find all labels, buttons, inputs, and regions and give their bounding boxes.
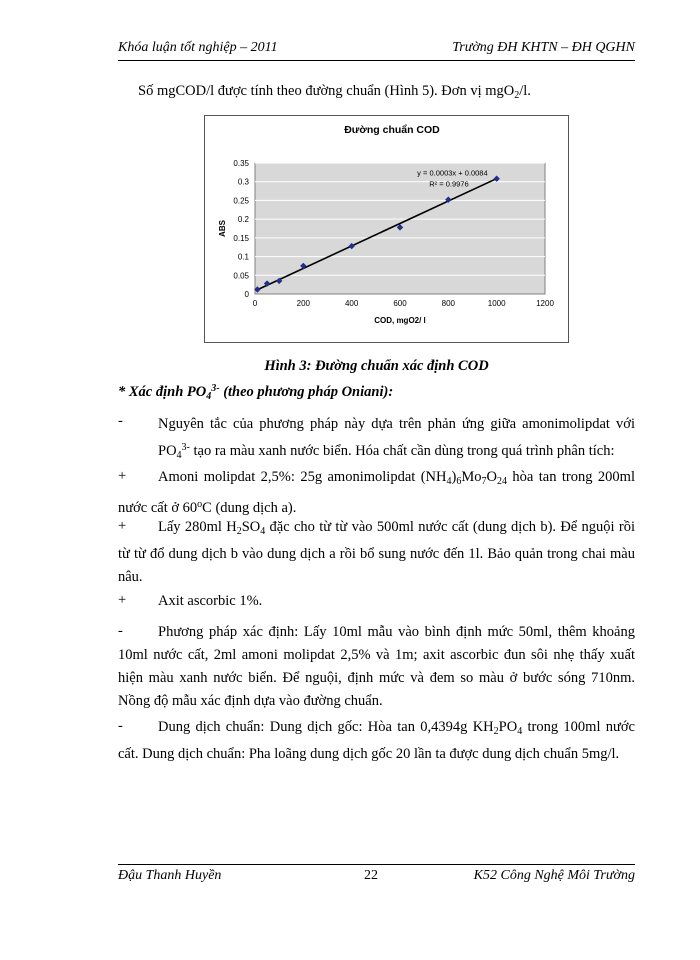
footer-author: Đậu Thanh Huyền <box>118 868 222 883</box>
header-left: Khóa luận tốt nghiệp – 2011 <box>118 40 278 55</box>
x-tick-label: 800 <box>441 299 456 308</box>
p5-text: Phương pháp xác định: Lấy 10ml mẫu vào bình định mức 50ml, thêm khoảng 10ml nước cất, 2ml amoni molipdat 2,5% và 1m; axit ascorbic đun sôi nhẹ thấy xuất hiện màu xanh nước biển. Để nguội, định mức và đem so màu ở bước sóng 710nm. Nồng độ mẫu xác định dựa vào đường chuẩn. <box>118 624 635 709</box>
p2-text-e: hòa tan trong 200ml nước cất ở 60 <box>118 469 635 516</box>
y-tick-label: 0.35 <box>233 159 249 168</box>
x-tick-label: 400 <box>344 299 359 308</box>
section-heading <box>118 383 393 402</box>
x-tick-label: 1000 <box>487 299 506 308</box>
y-tick-label: 0.05 <box>233 271 249 281</box>
heading-sub: 4 <box>206 391 212 402</box>
cod-calibration-chart <box>205 116 568 342</box>
bullet-plus: + <box>118 592 127 608</box>
p3-text-c: đặc cho từ từ vào 500ml nước cất (dung dịch b). Để nguội rồi từ từ đổ dung dịch b vào dung dịch a rồi bổ sung nước đến 1l. Bảo quản trong chai màu nâu. <box>118 519 635 585</box>
chart-title: Đường chuẩn COD <box>344 124 440 136</box>
paragraph-principle <box>118 413 635 467</box>
trend-equation: y = 0.0003x + 0.0084 <box>417 168 488 178</box>
y-tick-label: 0.15 <box>233 233 249 243</box>
y-tick-label: 0.25 <box>233 196 249 206</box>
paragraph-ascorbic <box>118 590 635 613</box>
p1-sub: 4 <box>176 450 182 461</box>
p6-text-c: trong 100ml nước cất. Dung dịch chuẩn: Pha loãng dung dịch gốc 20 lần ta được dung dịch chuẩn 5mg/l. <box>118 719 635 762</box>
y-axis-label: ABS <box>218 220 227 237</box>
p3-sub-2: 4 <box>260 526 266 537</box>
y-tick-label: 0.2 <box>237 215 249 225</box>
x-tick-label: 1200 <box>536 299 554 308</box>
bullet-dash: - <box>118 413 123 429</box>
p2-text-a: Amoni molipdat 2,5%: 25g amonimolipdat (NH <box>158 469 447 485</box>
y-tick-label: 0 <box>244 290 249 299</box>
bullet-plus: + <box>118 468 127 484</box>
heading-prefix: * Xác định PO <box>118 384 207 400</box>
y-tick-label: 0.3 <box>237 177 249 187</box>
header-right: Trường ĐH KHTN – ĐH QGHN <box>452 40 635 55</box>
figure-caption: Hình 3: Đường chuẩn xác định COD <box>264 358 489 374</box>
paragraph-standard-solution <box>118 716 635 766</box>
paragraph-method <box>118 621 635 713</box>
p2-sup: o <box>197 499 203 510</box>
paragraph-ammonium-molybdate <box>118 466 635 520</box>
p2-text-b: ) <box>451 469 457 485</box>
p6-sub-1: 2 <box>493 726 499 737</box>
p4-text: Axit ascorbic 1%. <box>158 593 263 609</box>
p2-text-f: C (dung dịch a). <box>202 500 297 516</box>
p2-sub-2: 6 <box>456 476 462 487</box>
p3-text-a: Lấy 280ml H <box>158 519 237 535</box>
p1-sup: 3- <box>181 442 190 453</box>
intro-tail: /l. <box>519 83 531 99</box>
bullet-dash: - <box>118 718 123 734</box>
paragraph-sulfuric-acid <box>118 516 635 589</box>
p2-text-c: Mo <box>461 469 482 485</box>
p6-text-a: Dung dịch chuẩn: Dung dịch gốc: Hòa tan 0,4394g KH <box>158 719 494 735</box>
intro-line <box>138 80 531 107</box>
trend-r2: R² = 0.9976 <box>429 179 469 189</box>
bullet-plus: + <box>118 518 127 534</box>
p3-text-b: SO <box>241 519 261 535</box>
p2-sub-3: 7 <box>481 476 487 487</box>
x-tick-label: 600 <box>393 299 407 308</box>
x-axis-label: COD, mgO2/ l <box>374 316 426 325</box>
p1-text-a: Nguyên tắc của phương pháp này dựa trên phản ứng giữa amonimolipdat với PO <box>158 416 635 459</box>
footer-divider <box>118 864 635 865</box>
x-tick-label: 200 <box>296 299 311 308</box>
x-tick-label: 0 <box>252 299 258 308</box>
footer-class: K52 Công Nghệ Môi Trường <box>473 868 635 883</box>
page-number: 22 <box>364 868 378 883</box>
p3-sub-1: 2 <box>236 526 242 537</box>
p6-sub-2: 4 <box>517 726 523 737</box>
p1-text-b: tạo ra màu xanh nước biển. Hóa chất cần dùng trong quá trình phân tích: <box>189 443 615 459</box>
bullet-dash: - <box>118 623 123 639</box>
p2-sub-1: 4 <box>446 476 452 487</box>
chart-frame <box>204 115 569 343</box>
p6-text-b: PO <box>498 719 518 735</box>
intro-text: Số mgCOD/l được tính theo đường chuẩn (Hình 5). Đơn vị mgO <box>138 83 515 99</box>
p2-sub-4: 24 <box>496 476 507 487</box>
y-tick-label: 0.1 <box>237 252 249 262</box>
heading-suffix: (theo phương pháp Oniani): <box>219 384 394 400</box>
heading-sup: 3- <box>211 383 220 394</box>
p2-text-d: O <box>486 469 497 485</box>
intro-sub: 2 <box>514 90 520 101</box>
header-divider <box>118 60 635 61</box>
